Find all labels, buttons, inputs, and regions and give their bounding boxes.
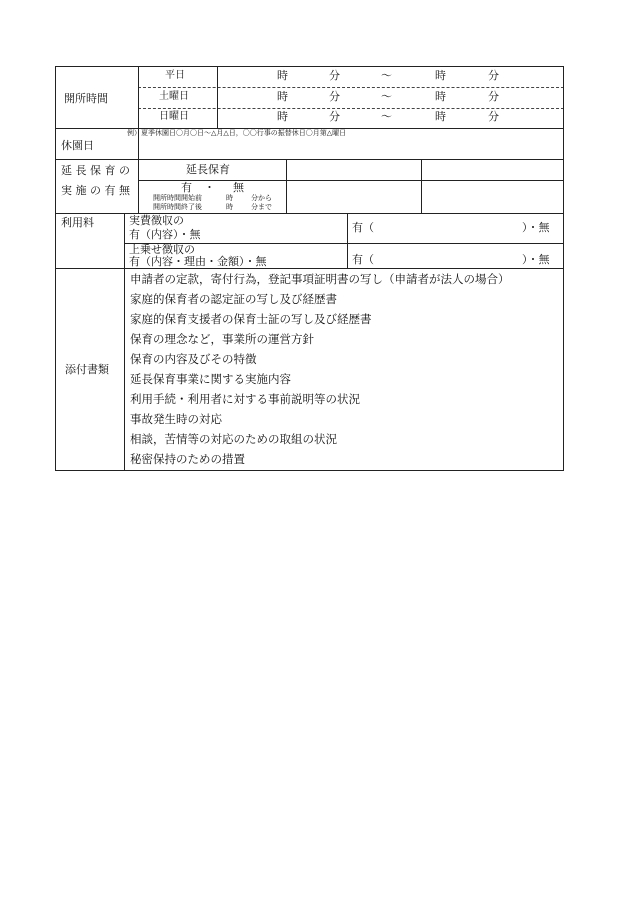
attachment-item: 秘密保持のための措置: [130, 452, 245, 466]
attachment-item: 保育の理念など，事業所の運営方針: [130, 332, 314, 346]
table-border-left: [55, 66, 56, 471]
hour-unit: 時: [277, 90, 288, 103]
fees-label: 利用料: [61, 216, 94, 229]
actual-cost-value-open: 有（: [352, 221, 374, 234]
tilde: ～: [381, 110, 392, 123]
holidays-example: 例）夏季休園日〇月〇日～△月△日，〇〇行事の振替休日〇月第△曜日: [127, 129, 347, 137]
row-divider: [55, 159, 564, 160]
hour-unit: 時: [277, 110, 288, 123]
hour-unit: 時: [435, 90, 446, 103]
attachment-item: 申請者の定款，寄付行為，登記事項証明書の写し（申請者が法人の場合）: [130, 272, 510, 286]
before-opening-suffix: 分から: [251, 194, 272, 202]
minute-unit: 分: [329, 69, 340, 82]
attachment-item: 保育の内容及びその特徴: [130, 352, 257, 366]
actual-cost-label: 有（内容）・無: [129, 228, 201, 241]
no-option: 無: [233, 181, 244, 194]
before-opening-hour-unit: 時: [226, 194, 233, 202]
minute-unit: 分: [329, 90, 340, 103]
surcharge-value-open: 有（: [352, 253, 374, 266]
after-closing-hour-unit: 時: [226, 203, 233, 211]
surcharge-label: 上乗せ徴収の: [129, 243, 195, 256]
minute-unit: 分: [488, 110, 499, 123]
minute-unit: 分: [488, 69, 499, 82]
col-divider: [347, 213, 348, 268]
col-divider: [124, 213, 125, 471]
tilde: ～: [381, 90, 392, 103]
table-border-right: [563, 66, 564, 471]
row-divider: [55, 268, 564, 269]
col-divider: [286, 159, 287, 213]
attachment-item: 相談，苦情等の対応のための取組の状況: [130, 432, 337, 446]
row-divider: [138, 180, 564, 181]
opening-hours-label: 開所時間: [64, 92, 108, 105]
attachment-item: 事故発生時の対応: [130, 412, 222, 426]
tilde: ～: [381, 69, 392, 82]
hour-unit: 時: [435, 69, 446, 82]
option-separator: ・: [204, 181, 215, 194]
attachment-item: 延長保育事業に関する実施内容: [130, 372, 291, 386]
facility-form-table: [55, 66, 564, 471]
minute-unit: 分: [329, 110, 340, 123]
after-closing-suffix: 分まで: [251, 203, 272, 211]
attachment-item: 家庭的保育支援者の保育士証の写し及び経歴書: [130, 312, 372, 326]
col-divider: [138, 159, 139, 213]
yes-option: 有: [181, 181, 192, 194]
attachments-label: 添付書類: [65, 363, 109, 376]
surcharge-value-close: ）・無: [522, 253, 550, 266]
actual-cost-label: 実費徴収の: [129, 214, 184, 227]
weekday-label: 平日: [165, 70, 185, 81]
attachment-item: 家庭的保育者の認定証の写し及び経歴書: [130, 292, 337, 306]
table-border-top: [55, 66, 564, 67]
row-divider: [138, 108, 564, 109]
holidays-label: 休園日: [61, 139, 94, 152]
surcharge-label: 有（内容・理由・金額）・無: [129, 255, 267, 268]
col-divider: [421, 159, 422, 213]
attachment-item: 利用手続・利用者に対する事前説明等の状況: [130, 392, 360, 406]
actual-cost-value-close: ）・無: [522, 221, 550, 234]
row-divider: [138, 87, 564, 88]
hour-unit: 時: [277, 69, 288, 82]
col-divider: [138, 66, 139, 159]
extended-care-label: 実 施 の 有 無: [61, 184, 130, 197]
hour-unit: 時: [435, 110, 446, 123]
after-closing-label: 開所時間終了後: [153, 203, 202, 211]
table-border-bottom: [55, 470, 564, 471]
extended-care-column-title: 延長保育: [186, 163, 230, 176]
sunday-label: 日曜日: [159, 111, 189, 122]
minute-unit: 分: [488, 90, 499, 103]
col-divider: [217, 66, 218, 128]
extended-care-label: 延 長 保 育 の: [61, 164, 130, 177]
saturday-label: 土曜日: [159, 91, 189, 102]
before-opening-label: 開所時間開始前: [153, 194, 202, 202]
